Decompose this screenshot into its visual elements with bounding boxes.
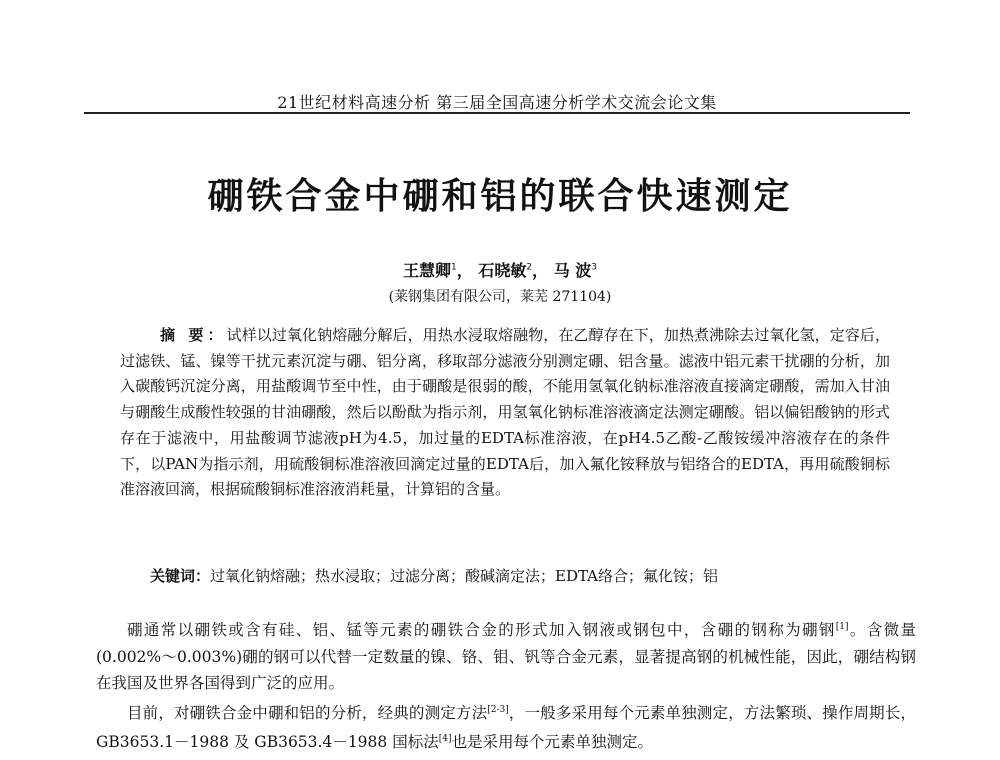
keywords-text: 过氧化钠熔融；热水浸取；过滤分离；酸碱滴定法；EDTA络合；氟化铵；铝 — [210, 567, 719, 585]
author-name: 马 波 — [553, 261, 592, 280]
body-text-run: ，一般多采用每个元素单独测定，方法繁琐、操作周期长，GB3653.1－1988 及 GB3653.4－1988 国标法 — [96, 703, 916, 752]
author-separator: ， — [532, 261, 549, 280]
paper-title: 硼铁合金中硼和铝的联合快速测定 — [207, 176, 793, 217]
author-name: 石晓敏 — [478, 261, 527, 280]
citation-ref: [1] — [835, 622, 849, 632]
citation-ref: [2-3] — [487, 704, 509, 715]
abstract-text: 试样以过氧化钠熔融分解后，用热水浸取熔融物，在乙醇存在下，加热煮沸除去过氧化氢，定容后，过滤铁、锰、镍等干扰元素沉淀与硼、铝分离，移取部分滤液分别测定硼、铝含量。滤液中铝元素干扰硼的分析，加入碳酸钙沉淀分离，用盐酸调节至中性，由于硼酸是很弱的酸，不能用氢氧化钠标准溶液直接滴定硼酸，需加入甘油与硼酸生成酸性较强的甘油硼酸，然后以酚酞为指示剂，用氢氧化钠标准溶液滴定法测定硼酸。铝以偏铝酸钠的形式存在于滤液中，用盐酸调节滤液pH为4.5，加过量的EDTA标准溶液，在pH4.5乙酸-乙酸铵缓冲溶液存在的条件下，以PAN为指示剂，用硫酸铜标准溶液回滴定过量的EDTA后，加入氟化铵释放与铝络合的EDTA，再用硫酸铜标准溶液回滴，根据硫酸铜标准溶液消耗量，计算铝的含量。 — [120, 326, 890, 499]
abstract — [120, 323, 890, 503]
citation-ref: [4] — [438, 734, 452, 745]
body-text — [96, 614, 916, 756]
body-text-run: 硼通常以硼铁或含有硅、铝、锰等元素的硼铁合金的形式加入钢液或钢包中，含硼的钢称为硼钢 — [127, 621, 836, 640]
author-name: 王慧卿 — [403, 261, 452, 280]
body-text-run: 。含微量(0.002%～0.003%)硼的钢可以代替一定数量的镍、铬、钼、钒等合金元素，显著提高钢的机械性能，因此，硼结构钢在我国及世界各国得到广泛的应用。 — [96, 621, 916, 693]
abstract-label: 摘 要： — [160, 326, 227, 344]
author-separator: ， — [456, 261, 473, 280]
author-mark: 2 — [526, 262, 533, 273]
author-mark: 3 — [591, 262, 597, 273]
body-paragraph — [96, 697, 916, 756]
keywords — [120, 564, 890, 588]
running-header: 21世纪材料高速分析 第三届全国高速分析学术交流会论文集 — [277, 93, 717, 112]
body-paragraph — [96, 614, 916, 697]
body-text-run: 也是采用每个元素单独测定。 — [451, 733, 653, 752]
author-line — [0, 258, 1000, 281]
header-rule — [84, 112, 910, 114]
keywords-label: 关键词： — [150, 567, 211, 585]
body-text-run: 目前，对硼铁合金中硼和铝的分析，经典的测定方法 — [127, 703, 488, 722]
author-mark: 1 — [451, 262, 457, 273]
affiliation: (莱钢集团有限公司，莱芜 271104) — [388, 289, 612, 305]
